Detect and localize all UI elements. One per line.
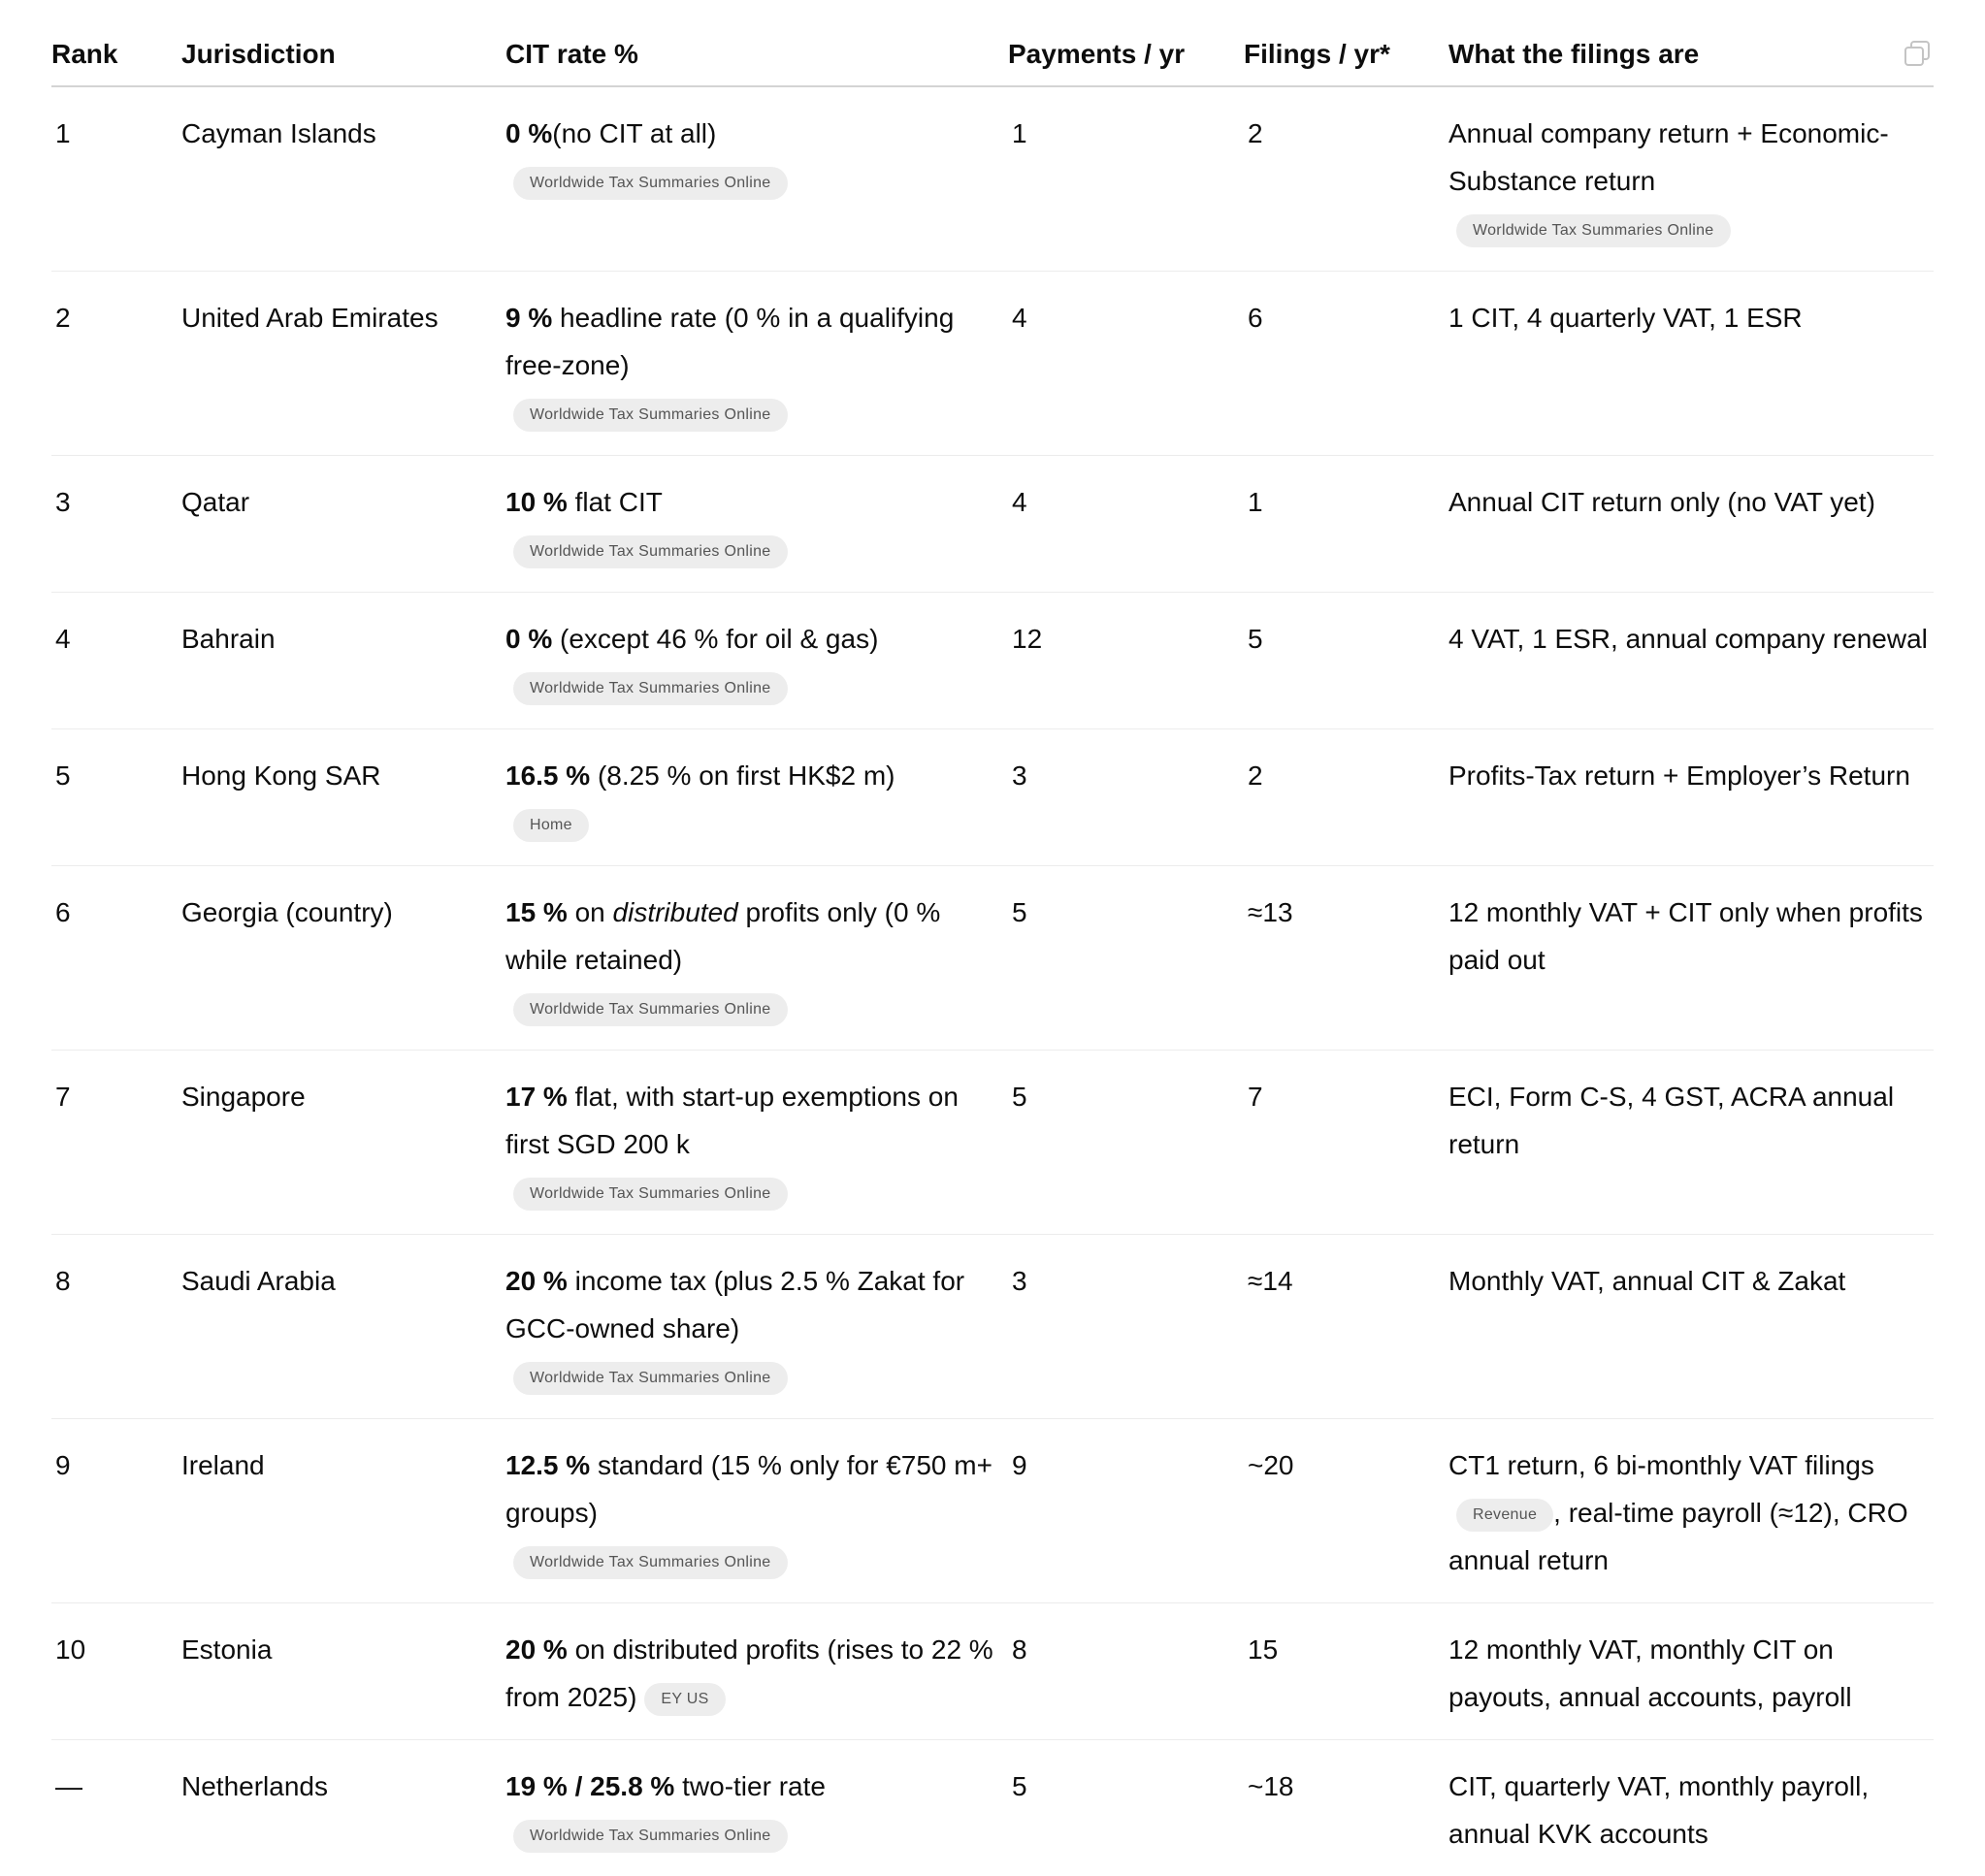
cell-filings-description <box>1448 866 1934 1051</box>
cell-rank: — <box>51 1740 181 1876</box>
cell-filings: 6 <box>1244 272 1448 456</box>
cell-jurisdiction: Bahrain <box>181 593 505 729</box>
cell-filings: 15 <box>1244 1603 1448 1740</box>
filings-description: Annual CIT return only (no VAT yet) <box>1448 487 1875 517</box>
source-citation-chip[interactable]: Home <box>513 809 589 842</box>
rate-text: on distributed profits (rises to 22 % from 2025) <box>505 1634 993 1712</box>
cell-filings-description <box>1448 1235 1934 1419</box>
filings-description: 12 monthly VAT, monthly CIT on payouts, annual accounts, payroll <box>1448 1634 1852 1712</box>
rate-text: (except 46 % for oil & gas) <box>552 624 878 654</box>
cell-filings-description <box>1448 86 1934 272</box>
rate-highlight: 15 % <box>505 897 568 927</box>
cell-jurisdiction: Cayman Islands <box>181 86 505 272</box>
cell-filings: 2 <box>1244 86 1448 272</box>
cell-jurisdiction: Qatar <box>181 456 505 593</box>
cell-filings: 1 <box>1244 456 1448 593</box>
header-cit-rate: CIT rate % <box>505 27 1008 86</box>
cell-cit-rate <box>505 86 1008 272</box>
rate-highlight: 10 % <box>505 487 568 517</box>
filings-description: CIT, quarterly VAT, monthly payroll, annual KVK accounts <box>1448 1771 1869 1849</box>
cell-rank: 2 <box>51 272 181 456</box>
table-row <box>51 1740 1934 1876</box>
source-citation-chip[interactable]: Worldwide Tax Summaries Online <box>513 399 788 432</box>
cell-rank: 10 <box>51 1603 181 1740</box>
cell-filings-description <box>1448 456 1934 593</box>
source-citation-chip[interactable]: Worldwide Tax Summaries Online <box>513 1178 788 1211</box>
cell-filings-description <box>1448 1051 1934 1235</box>
cell-payments: 5 <box>1008 1740 1244 1876</box>
header-jurisdiction: Jurisdiction <box>181 27 505 86</box>
header-rank: Rank <box>51 27 181 86</box>
rate-highlight: 17 % <box>505 1082 568 1112</box>
cell-rank: 8 <box>51 1235 181 1419</box>
header-what <box>1448 27 1934 86</box>
rate-text-pre: on <box>568 897 613 927</box>
source-citation-chip[interactable]: Worldwide Tax Summaries Online <box>513 167 788 200</box>
cell-payments: 3 <box>1008 729 1244 866</box>
rate-highlight: 16.5 % <box>505 760 590 791</box>
table-row <box>51 272 1934 456</box>
source-citation-chip[interactable]: Revenue <box>1456 1499 1553 1532</box>
cell-filings: ~18 <box>1244 1740 1448 1876</box>
table-row <box>51 456 1934 593</box>
rate-highlight: 0 % <box>505 624 552 654</box>
rate-highlight: 19 % / 25.8 % <box>505 1771 674 1801</box>
cell-jurisdiction: Georgia (country) <box>181 866 505 1051</box>
header-what-label: What the filings are <box>1448 39 1699 69</box>
cell-payments: 5 <box>1008 1051 1244 1235</box>
cell-payments: 3 <box>1008 1235 1244 1419</box>
rate-text: headline rate (0 % in a qualifying free-zone) <box>505 303 954 380</box>
cell-jurisdiction: Singapore <box>181 1051 505 1235</box>
cell-jurisdiction: United Arab Emirates <box>181 272 505 456</box>
cell-filings-description <box>1448 1603 1934 1740</box>
cell-rank: 5 <box>51 729 181 866</box>
cell-filings: ~20 <box>1244 1419 1448 1603</box>
filings-description: 4 VAT, 1 ESR, annual company renewal <box>1448 624 1928 654</box>
cell-filings: ≈13 <box>1244 866 1448 1051</box>
source-citation-chip[interactable]: Worldwide Tax Summaries Online <box>513 993 788 1026</box>
cell-payments: 4 <box>1008 456 1244 593</box>
cell-cit-rate <box>505 1051 1008 1235</box>
cell-filings-description <box>1448 593 1934 729</box>
cell-cit-rate <box>505 1419 1008 1603</box>
cell-jurisdiction: Netherlands <box>181 1740 505 1876</box>
cell-rank: 7 <box>51 1051 181 1235</box>
rate-highlight: 12.5 % <box>505 1450 590 1480</box>
cell-payments: 1 <box>1008 86 1244 272</box>
filings-description: 12 monthly VAT + CIT only when profits paid out <box>1448 897 1923 975</box>
table-row <box>51 86 1934 272</box>
cell-cit-rate <box>505 1603 1008 1740</box>
table-header-row <box>51 27 1934 86</box>
cell-filings: 5 <box>1244 593 1448 729</box>
filings-description: Monthly VAT, annual CIT & Zakat <box>1448 1266 1845 1296</box>
table-row <box>51 1419 1934 1603</box>
rate-text: (no CIT at all) <box>552 118 716 148</box>
filings-description: Profits-Tax return + Employer’s Return <box>1448 760 1910 791</box>
source-citation-chip[interactable]: Worldwide Tax Summaries Online <box>513 1820 788 1853</box>
table-row <box>51 866 1934 1051</box>
cell-filings-description <box>1448 1740 1934 1876</box>
cell-cit-rate <box>505 866 1008 1051</box>
source-citation-chip[interactable]: Worldwide Tax Summaries Online <box>513 1362 788 1395</box>
cell-filings-description <box>1448 729 1934 866</box>
source-citation-chip[interactable]: Worldwide Tax Summaries Online <box>513 672 788 705</box>
cell-cit-rate <box>505 593 1008 729</box>
source-citation-chip[interactable]: EY US <box>644 1683 725 1716</box>
rate-highlight: 20 % <box>505 1266 568 1296</box>
cell-rank: 9 <box>51 1419 181 1603</box>
rate-text: income tax (plus 2.5 % Zakat for GCC-owned share) <box>505 1266 964 1343</box>
rate-text: flat CIT <box>568 487 663 517</box>
table-row <box>51 1235 1934 1419</box>
filings-description-pre: CT1 return, 6 bi-monthly VAT filings <box>1448 1450 1874 1480</box>
cell-payments: 8 <box>1008 1603 1244 1740</box>
source-citation-chip[interactable]: Worldwide Tax Summaries Online <box>513 535 788 568</box>
cell-filings: 7 <box>1244 1051 1448 1235</box>
table-row <box>51 593 1934 729</box>
cell-payments: 5 <box>1008 866 1244 1051</box>
table-body <box>51 86 1934 1876</box>
filings-description: Annual company return + Economic-Substance return <box>1448 118 1889 196</box>
rate-text: profits only (0 % while retained) <box>505 897 940 975</box>
rate-text-emphasis: distributed <box>613 897 738 927</box>
cell-cit-rate <box>505 1740 1008 1876</box>
cell-filings: 2 <box>1244 729 1448 866</box>
rate-highlight: 0 % <box>505 118 552 148</box>
cell-rank: 6 <box>51 866 181 1051</box>
cell-jurisdiction: Saudi Arabia <box>181 1235 505 1419</box>
rate-text: two-tier rate <box>674 1771 826 1801</box>
tax-jurisdiction-table <box>51 27 1934 1876</box>
cell-cit-rate <box>505 272 1008 456</box>
cell-payments: 9 <box>1008 1419 1244 1603</box>
cell-cit-rate <box>505 456 1008 593</box>
cell-rank: 1 <box>51 86 181 272</box>
filings-description-post: , real-time payroll (≈12), CRO annual return <box>1448 1498 1908 1575</box>
cell-filings-description <box>1448 1419 1934 1603</box>
header-filings: Filings / yr* <box>1244 27 1448 86</box>
rate-text: flat, with start-up exemptions on first SGD 200 k <box>505 1082 959 1159</box>
filings-description: ECI, Form C-S, 4 GST, ACRA annual return <box>1448 1082 1894 1159</box>
table-row <box>51 729 1934 866</box>
source-citation-chip[interactable]: Worldwide Tax Summaries Online <box>513 1546 788 1579</box>
rate-text: (8.25 % on first HK$2 m) <box>590 760 895 791</box>
copy-icon[interactable] <box>1901 37 1934 70</box>
cell-cit-rate <box>505 1235 1008 1419</box>
rate-highlight: 20 % <box>505 1634 568 1665</box>
cell-payments: 12 <box>1008 593 1244 729</box>
cell-jurisdiction: Estonia <box>181 1603 505 1740</box>
source-citation-chip[interactable]: Worldwide Tax Summaries Online <box>1456 214 1731 247</box>
table-row <box>51 1051 1934 1235</box>
cell-jurisdiction: Hong Kong SAR <box>181 729 505 866</box>
cell-rank: 3 <box>51 456 181 593</box>
header-payments: Payments / yr <box>1008 27 1244 86</box>
filings-description: 1 CIT, 4 quarterly VAT, 1 ESR <box>1448 303 1803 333</box>
cell-filings: ≈14 <box>1244 1235 1448 1419</box>
rate-text: standard (15 % only for €750 m+ groups) <box>505 1450 992 1528</box>
cell-payments: 4 <box>1008 272 1244 456</box>
cell-jurisdiction: Ireland <box>181 1419 505 1603</box>
table-row <box>51 1603 1934 1740</box>
cell-cit-rate <box>505 729 1008 866</box>
rate-highlight: 9 % <box>505 303 552 333</box>
cell-rank: 4 <box>51 593 181 729</box>
cell-filings-description <box>1448 272 1934 456</box>
